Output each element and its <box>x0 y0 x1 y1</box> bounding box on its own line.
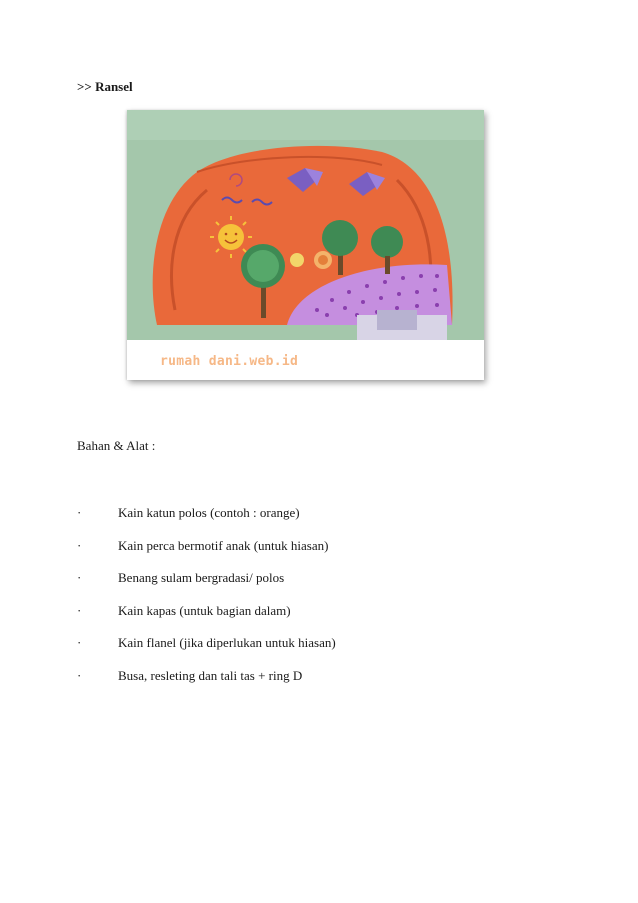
list-item-text: Busa, resleting dan tali tas + ring D <box>118 667 303 683</box>
backpack-photo <box>127 110 484 380</box>
list-item-text: Kain kapas (untuk bagian dalam) <box>118 602 291 618</box>
watermark-text: rumah dani.web.id <box>160 354 299 369</box>
list-item-text: Kain perca bermotif anak (untuk hiasan) <box>118 537 329 553</box>
page-heading: >> Ransel <box>77 79 133 94</box>
bullet-icon: · <box>77 602 82 618</box>
list-item-text: Kain katun polos (contoh : orange) <box>118 505 300 520</box>
list-item-text: Kain flanel (jika diperlukan untuk hiasan) <box>118 635 336 651</box>
bullet-icon: · <box>77 505 82 520</box>
bullet-icon: · <box>77 667 82 683</box>
backpack-illustration <box>127 110 484 380</box>
bullet-icon: · <box>77 537 82 553</box>
list-item-text: Benang sulam bergradasi/ polos <box>118 570 285 586</box>
bullet-icon: · <box>77 570 82 586</box>
materials-label: Bahan & Alat : <box>77 438 156 453</box>
bullet-icon: · <box>77 635 82 651</box>
